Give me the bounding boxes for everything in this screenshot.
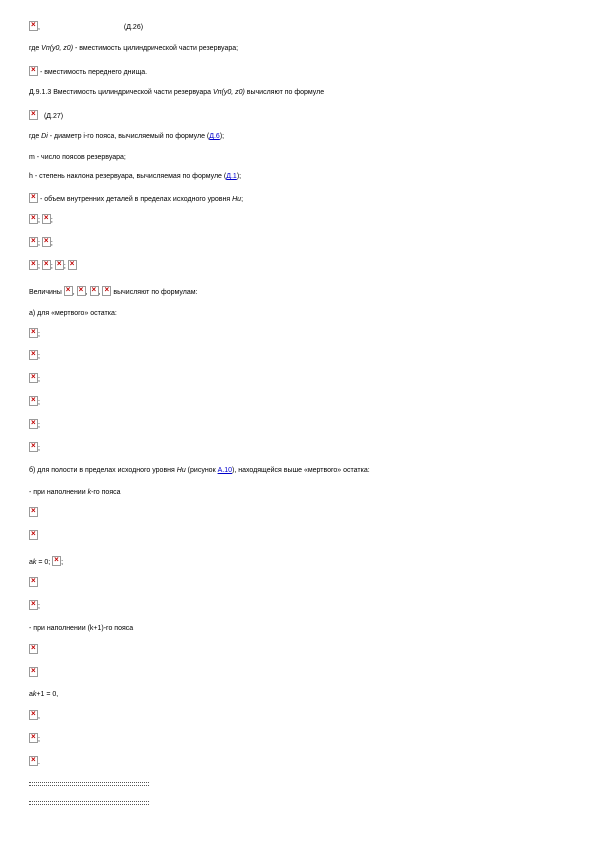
broken-image-icon — [29, 328, 38, 338]
punct: ; — [38, 240, 40, 247]
broken-image-icon — [29, 577, 38, 587]
formula-d26-row — [29, 21, 143, 33]
broken-image-icon — [52, 556, 64, 566]
broken-image-icon — [29, 21, 38, 31]
formula-row — [29, 667, 38, 679]
text-line-diameter — [29, 132, 224, 142]
variable: Hи — [176, 467, 186, 474]
variable: Di — [41, 133, 48, 140]
broken-image-icon — [29, 350, 38, 360]
link-d6[interactable]: Д.6 — [209, 133, 220, 140]
formula-row — [29, 530, 38, 542]
punct: ; — [38, 263, 40, 270]
text-line-ak-zero — [29, 556, 63, 568]
formula-d27-row — [29, 110, 63, 122]
link-d1[interactable]: Д.1 — [226, 173, 237, 180]
punct: ; — [38, 422, 40, 429]
broken-image-icon — [29, 442, 38, 452]
punct: ; — [50, 240, 53, 247]
broken-image-icon — [29, 710, 38, 720]
broken-image-icon — [29, 396, 38, 406]
formula-row — [29, 419, 40, 431]
punct: ; — [38, 217, 40, 224]
text-line-internal-parts — [29, 193, 243, 205]
text: б) для полости в пределах исходного уровня — [29, 467, 177, 474]
punct: ; — [50, 217, 53, 224]
broken-image-icon — [29, 507, 38, 517]
broken-image-icon — [55, 260, 64, 270]
broken-image-icon — [29, 733, 38, 743]
formula-row — [29, 577, 38, 589]
punct: , — [98, 289, 101, 296]
broken-image-icon — [68, 260, 77, 270]
text: а — [29, 691, 33, 698]
formula-row — [29, 328, 40, 340]
text: +1 = 0, — [36, 691, 59, 698]
broken-image-icon — [29, 644, 38, 654]
text: а — [29, 559, 33, 566]
broken-image-icon — [42, 237, 51, 247]
text: -го пояса — [91, 489, 121, 496]
formula-row — [29, 600, 40, 612]
punct: ; — [38, 736, 40, 743]
text: ); — [219, 133, 225, 140]
text-line-front-bottom — [29, 66, 147, 78]
formula-number: (Д.26) — [123, 24, 144, 31]
text-line-fill-k1 — [29, 624, 133, 634]
text-line-fill-k — [29, 488, 121, 498]
punct: ; — [63, 263, 66, 270]
punct: ; — [38, 399, 40, 406]
punct: . — [38, 759, 40, 766]
text-line-quantities — [29, 286, 197, 298]
text: вычисляют по формуле — [244, 89, 325, 96]
broken-image-icon — [29, 214, 38, 224]
separator — [29, 801, 149, 805]
punct: ; — [38, 445, 40, 452]
broken-image-icon — [42, 214, 51, 224]
formula-row — [29, 507, 38, 519]
text: ; — [241, 196, 244, 203]
variable: Vп(у0, z0) — [212, 89, 245, 96]
broken-image-icon — [64, 286, 73, 296]
punct: , — [85, 289, 88, 296]
formula-row — [29, 350, 40, 362]
list-item-a — [29, 309, 117, 319]
broken-image-icon — [29, 237, 38, 247]
punct: , — [38, 24, 40, 31]
punct: , — [38, 713, 40, 720]
broken-image-icon — [42, 260, 51, 270]
text: - вместимость переднего днища. — [38, 69, 148, 76]
broken-image-icon — [29, 667, 38, 677]
broken-image-icon — [90, 286, 99, 296]
formula-row — [29, 214, 53, 226]
text: ); — [236, 173, 242, 180]
punct: ; — [38, 353, 40, 360]
text: - объем внутренних деталей в пределах исходного уровня — [38, 196, 233, 203]
formula-row — [29, 260, 77, 272]
text-line-belts — [29, 153, 126, 163]
text: = 0; — [36, 559, 53, 566]
punct: ; — [50, 263, 53, 270]
text: - диаметр i-го пояса, вычисляемый по формуле ( — [47, 133, 210, 140]
text-line-cylinder-capacity — [29, 44, 238, 54]
broken-image-icon — [77, 286, 86, 296]
broken-image-icon — [102, 286, 111, 296]
punct: ; — [38, 331, 40, 338]
text: - при наполнении — [29, 489, 88, 496]
text: ), находящейся выше «мертвого» остатка: — [232, 467, 370, 474]
text: Д.9.1.3 Вместимость цилиндрической части резервуара — [29, 89, 213, 96]
punct: ; — [38, 603, 40, 610]
text: где — [29, 45, 42, 52]
broken-image-icon — [29, 260, 38, 270]
text: Величины — [29, 289, 64, 296]
text: где — [29, 133, 42, 140]
text: m - число поясов резервуара; — [29, 154, 126, 161]
variable: k — [32, 691, 37, 698]
list-item-b — [29, 466, 370, 476]
variable: k — [87, 489, 92, 496]
separator — [29, 782, 149, 786]
broken-image-icon — [29, 373, 38, 383]
text-line-tilt — [29, 172, 241, 182]
broken-image-icon — [29, 600, 38, 610]
formula-row — [29, 756, 40, 768]
formula-row — [29, 733, 40, 745]
broken-image-icon — [29, 66, 38, 76]
punct: ; — [61, 559, 64, 566]
formula-row — [29, 396, 40, 408]
text: - при наполнении (k+1)-го пояса — [29, 625, 134, 632]
text: вычисляют по формулам: — [111, 289, 198, 296]
broken-image-icon — [29, 193, 38, 203]
formula-row — [29, 373, 40, 385]
text-line-ak1-zero — [29, 690, 58, 700]
variable: Vп(у0, z0) — [41, 45, 74, 52]
variable: Hи — [232, 196, 242, 203]
formula-row — [29, 237, 53, 249]
text: - вместимость цилиндрической части резервуара; — [73, 45, 239, 52]
text: а) для «мертвого» остатка: — [29, 310, 117, 317]
broken-image-icon — [29, 530, 38, 540]
link-a10[interactable]: А.10 — [217, 467, 232, 474]
punct: ; — [38, 376, 40, 383]
formula-row — [29, 644, 38, 656]
formula-row — [29, 442, 40, 454]
broken-image-icon — [29, 756, 38, 766]
punct: , — [72, 289, 75, 296]
formula-number: (Д.27) — [43, 113, 64, 120]
variable: k — [32, 559, 37, 566]
text: h - степень наклона резервуара, вычисляемая по формуле ( — [29, 173, 227, 180]
broken-image-icon — [29, 419, 38, 429]
section-d913 — [29, 88, 324, 98]
broken-image-icon — [29, 110, 38, 120]
text: (рисунок — [185, 467, 218, 474]
formula-row — [29, 710, 40, 722]
